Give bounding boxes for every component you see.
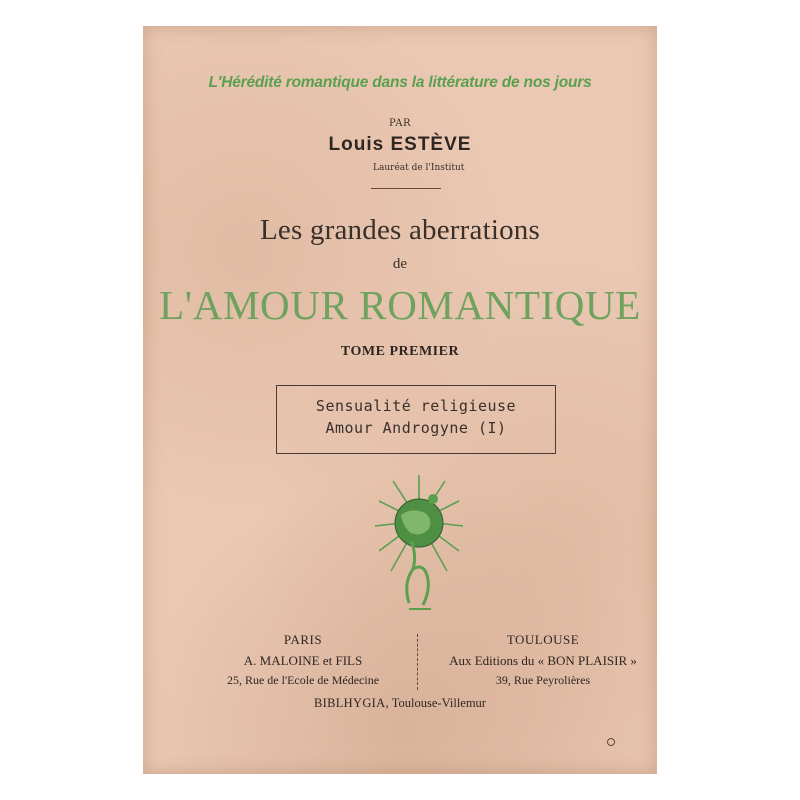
bottom-publisher-name: BIBLHYGIA,	[314, 696, 389, 710]
main-title-de: de	[392, 256, 408, 272]
author-name: Louis ESTÈVE	[328, 134, 472, 155]
globe-emblem-icon	[373, 471, 465, 621]
subtitle-line1: Sensualité religieuse	[315, 397, 517, 415]
main-title-line1: Les grandes aberrations	[260, 214, 540, 246]
publisher-name: A. MALOINE et FILS	[243, 653, 363, 668]
main-title-line2: L'AMOUR ROMANTIQUE	[159, 282, 641, 328]
publisher-address: 25, Rue de l'Ecole de Médecine	[226, 673, 380, 687]
subtitle-box	[276, 385, 556, 454]
book-cover	[143, 26, 657, 774]
volume-label: TOME PREMIER	[340, 344, 460, 359]
publisher-city: TOULOUSE	[506, 632, 580, 647]
subtitle-line2: Amour Androgyne (I)	[325, 419, 507, 437]
divider	[371, 188, 441, 189]
bottom-publisher-place: Toulouse-Villemur	[391, 696, 486, 710]
publisher-toulouse	[423, 632, 663, 688]
publisher-address: 39, Rue Peyrolières	[495, 673, 591, 687]
publisher-city: PARIS	[283, 632, 323, 647]
publisher-paris	[183, 632, 423, 688]
par-label: PAR	[388, 118, 412, 129]
author-title: Lauréat de l'Institut	[373, 163, 465, 173]
publisher-name: Aux Editions du « BON PLAISIR »	[449, 653, 637, 668]
bottom-publisher	[143, 696, 657, 711]
paper-mark	[607, 738, 615, 746]
series-title: L'Hérédité romantique dans la littérature de nos jours	[208, 74, 592, 91]
